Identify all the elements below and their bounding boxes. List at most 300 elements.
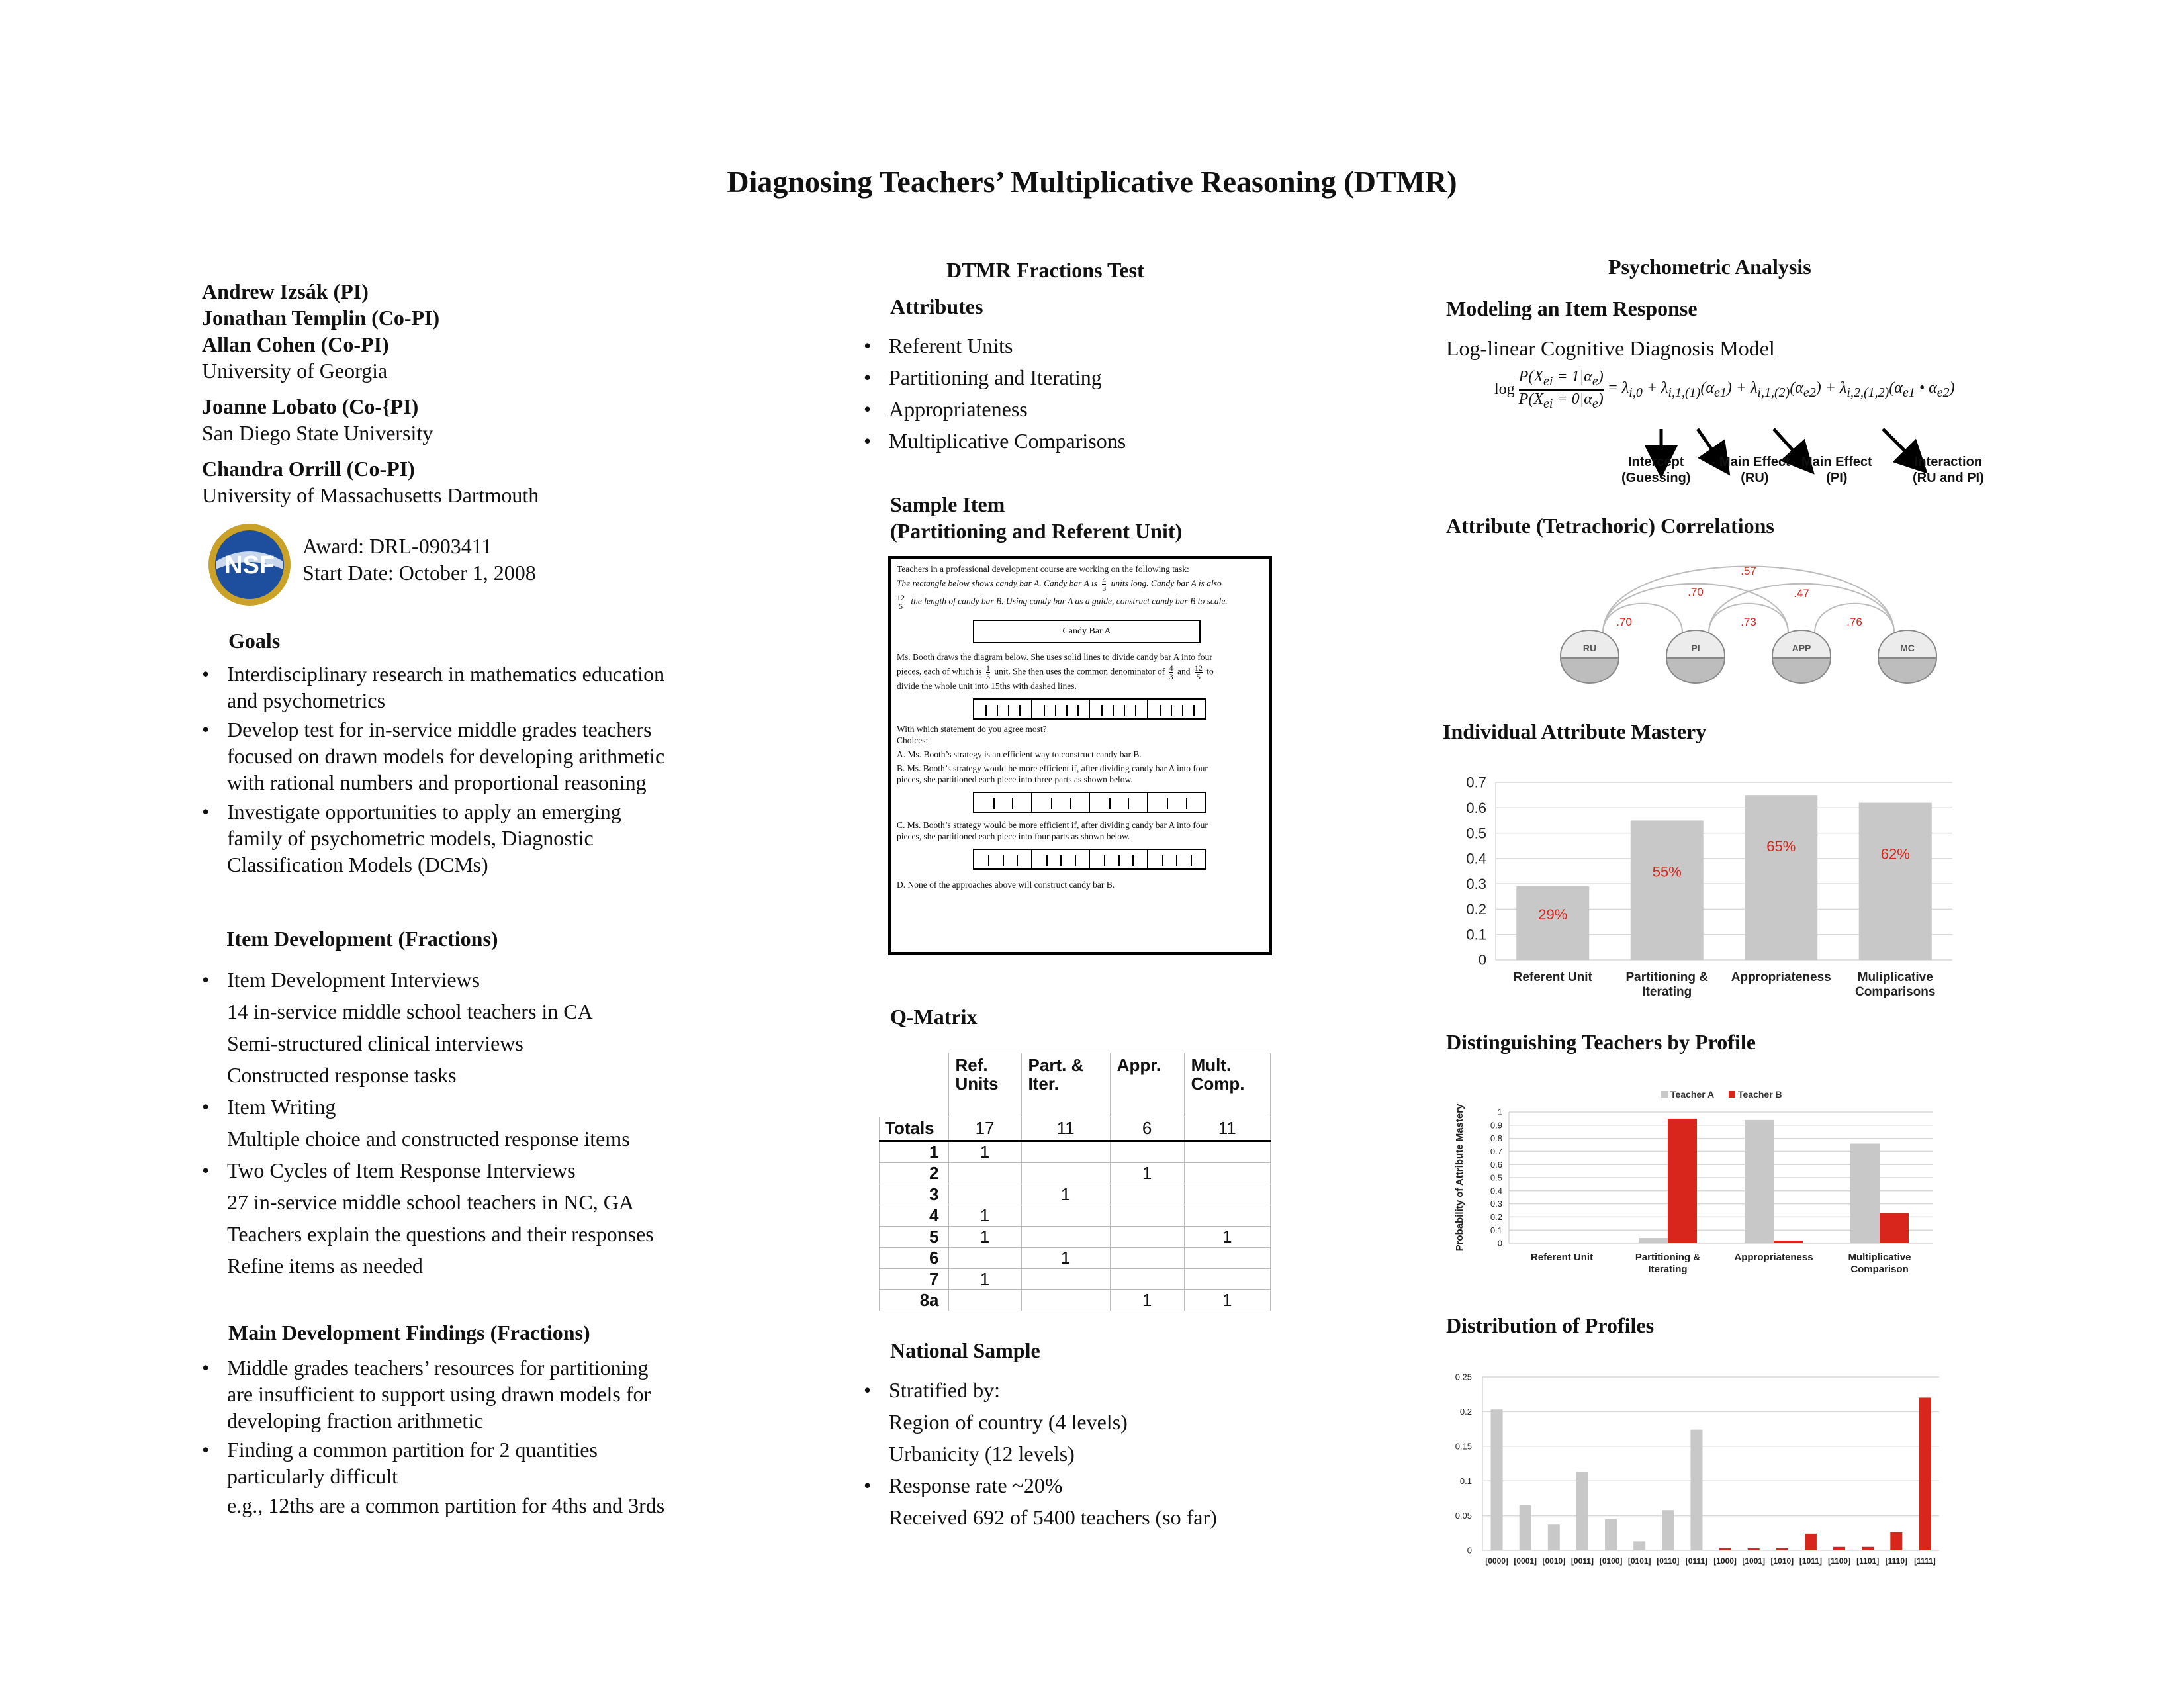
attribute-node-fill xyxy=(1561,658,1619,683)
correlation-value: .70 xyxy=(1616,616,1632,628)
y-tick-label: 0.7 xyxy=(1466,774,1486,791)
qmatrix-cell xyxy=(1110,1226,1184,1247)
bar xyxy=(1776,1548,1788,1550)
choice-b: B. Ms. Booth’s strategy would be more efficient if, after dividing candy bar A into four xyxy=(897,763,1208,773)
legend-swatch xyxy=(1729,1091,1735,1098)
finding-item: • Middle grades teachers’ resources for partitioning xyxy=(202,1354,664,1381)
attribute-node-fill xyxy=(1772,658,1831,683)
test-heading: DTMR Fractions Test xyxy=(946,258,1144,282)
attribute-node-label: PI xyxy=(1691,643,1700,653)
copi-name: Chandra Orrill (Co-PI) xyxy=(202,457,415,481)
national-heading: National Sample xyxy=(890,1338,1040,1362)
qmatrix-totals-label: Totals xyxy=(880,1117,949,1141)
y-tick-label: 0.7 xyxy=(1490,1146,1502,1156)
institution: University of Massachusetts Dartmouth xyxy=(202,483,539,507)
list-subitem: Constructed response tasks xyxy=(227,1063,457,1087)
goal-item: • Investigate opportunities to apply an emerging xyxy=(202,798,664,825)
x-tick-label: [1101] xyxy=(1856,1556,1880,1566)
qmatrix-total: 6 xyxy=(1110,1117,1184,1141)
x-tick-label: [1011] xyxy=(1799,1556,1822,1566)
qmatrix-item-id: 6 xyxy=(880,1247,949,1268)
legend-swatch xyxy=(1661,1091,1668,1098)
qmatrix-cell: 1 xyxy=(948,1268,1021,1289)
x-tick-label: [0011] xyxy=(1570,1556,1594,1566)
bar xyxy=(1631,820,1704,960)
partition-tick xyxy=(1046,855,1048,866)
x-tick-label: [1000] xyxy=(1713,1556,1737,1566)
bar xyxy=(1890,1532,1902,1550)
partition-segment xyxy=(1090,700,1148,718)
x-tick-label: Iterating xyxy=(1648,1264,1688,1275)
equation-term-label: Main Effect (RU) xyxy=(1719,455,1790,485)
qmatrix-item-id: 8a xyxy=(880,1289,949,1311)
partition-diagram xyxy=(973,792,1206,813)
partition-tick xyxy=(1124,705,1125,716)
item-text: divide the whole unit into 15ths with dashed lines. xyxy=(897,681,1077,691)
attributes-list xyxy=(864,330,1126,457)
bar xyxy=(1745,795,1817,960)
qmatrix-cell xyxy=(948,1184,1021,1205)
qmatrix-cell xyxy=(1021,1226,1110,1247)
qmatrix-total: 17 xyxy=(948,1117,1021,1141)
y-tick-label: 0.1 xyxy=(1490,1225,1502,1235)
list-subitem: Received 692 of 5400 teachers (so far) xyxy=(889,1505,1217,1529)
y-tick-label: 0.9 xyxy=(1490,1120,1502,1131)
y-axis-label: Probability of Attribute Mastery xyxy=(1454,1103,1465,1252)
partition-tick xyxy=(988,855,989,866)
goals-list xyxy=(202,661,664,878)
y-tick-label: 0.5 xyxy=(1466,825,1486,842)
bar xyxy=(1690,1430,1702,1550)
y-tick-label: 0 xyxy=(1467,1545,1472,1556)
list-subitem: Teachers explain the questions and their responses xyxy=(227,1222,654,1246)
x-tick-label: [0110] xyxy=(1657,1556,1680,1566)
qmatrix-cell: 1 xyxy=(948,1141,1021,1162)
qmatrix-cell: 1 xyxy=(1110,1289,1184,1311)
partition-tick xyxy=(993,798,995,809)
correlation-arc xyxy=(1603,604,1682,633)
finding-item: • Finding a common partition for 2 quantities xyxy=(202,1436,664,1463)
distribution-chart xyxy=(1443,1357,1966,1569)
finding-item: developing fraction arithmetic xyxy=(227,1409,484,1432)
partition-tick xyxy=(1109,798,1111,809)
partition-tick xyxy=(1070,798,1071,809)
partition-tick xyxy=(1012,798,1013,809)
qmatrix-table xyxy=(879,1053,1271,1311)
partition-tick xyxy=(1044,705,1045,716)
qmatrix-cell xyxy=(1184,1162,1270,1184)
legend-label: Teacher A xyxy=(1670,1089,1715,1100)
qmatrix-total: 11 xyxy=(1021,1117,1110,1141)
choice-b: pieces, she partitioned each piece into three parts as shown below. xyxy=(897,774,1133,784)
bar xyxy=(1516,886,1589,960)
qmatrix-row xyxy=(880,1247,1271,1268)
attribute-node-label: APP xyxy=(1792,643,1811,653)
modeling-heading: Modeling an Item Response xyxy=(1446,297,1698,320)
finding-item: are insufficient to support using drawn models for xyxy=(227,1382,651,1406)
goal-item: and psychometrics xyxy=(227,688,386,712)
list-subitem: Urbanicity (12 levels) xyxy=(889,1442,1075,1466)
partition-tick xyxy=(1104,855,1105,866)
bar xyxy=(1774,1241,1803,1243)
qmatrix-cell xyxy=(1184,1205,1270,1226)
model-name: Log-linear Cognitive Diagnosis Model xyxy=(1446,336,1775,360)
qmatrix-cell xyxy=(1110,1184,1184,1205)
qmatrix-cell xyxy=(1110,1268,1184,1289)
findings-heading: Main Development Findings (Fractions) xyxy=(228,1321,590,1344)
bar xyxy=(1833,1547,1845,1550)
attribute-node-label: RU xyxy=(1582,643,1597,653)
finding-item: e.g., 12ths are a common partition for 4ths and 3rds xyxy=(227,1493,665,1517)
y-tick-label: 0.8 xyxy=(1490,1133,1502,1144)
partition-tick xyxy=(1193,705,1195,716)
partition-tick xyxy=(1101,705,1103,716)
copi-name: Allan Cohen (Co-PI) xyxy=(202,332,389,356)
partition-tick xyxy=(1176,855,1177,866)
qmatrix-cell xyxy=(1110,1247,1184,1268)
attribute-node-fill xyxy=(1878,658,1936,683)
bar xyxy=(1748,1548,1760,1550)
y-tick-label: 0.3 xyxy=(1490,1199,1502,1209)
sample-item-title: Sample Item xyxy=(890,492,1005,516)
award-block xyxy=(302,533,536,586)
nsf-logo-icon xyxy=(206,522,293,608)
x-tick-label: [0101] xyxy=(1627,1556,1651,1566)
item-text: Teachers in a professional development course are working on the following task: xyxy=(897,564,1189,574)
qmatrix-cell xyxy=(948,1289,1021,1311)
attribute-item: • Appropriateness xyxy=(864,393,1126,425)
goal-item: family of psychometric models, Diagnostic xyxy=(227,826,594,850)
x-tick-label: Partitioning & xyxy=(1635,1252,1701,1263)
list-item: • Stratified by: xyxy=(864,1374,1217,1406)
partition-tick xyxy=(1055,705,1056,716)
x-tick-label: [1010] xyxy=(1770,1556,1794,1566)
bar xyxy=(1745,1120,1774,1243)
bar xyxy=(1520,1505,1531,1550)
qmatrix-cell: 1 xyxy=(948,1205,1021,1226)
item-text: With which statement do you agree most? xyxy=(897,724,1047,734)
qmatrix-cell xyxy=(1184,1268,1270,1289)
x-tick-label: Partitioning & xyxy=(1625,970,1709,984)
x-tick-label: Multiplicative xyxy=(1848,1252,1911,1263)
choice-d: D. None of the approaches above will construct candy bar B. xyxy=(897,880,1115,890)
x-tick-label: [0010] xyxy=(1542,1556,1566,1566)
list-subitem: Region of country (4 levels) xyxy=(889,1410,1128,1434)
qmatrix-item-id: 5 xyxy=(880,1226,949,1247)
data-label: 55% xyxy=(1652,863,1682,880)
bar xyxy=(1859,803,1932,960)
partition-tick xyxy=(1135,705,1136,716)
qmatrix-row xyxy=(880,1226,1271,1247)
y-tick-label: 1 xyxy=(1497,1107,1502,1117)
qmatrix-cell xyxy=(1021,1268,1110,1289)
item-dev-list xyxy=(202,964,654,1282)
y-tick-label: 0 xyxy=(1497,1238,1502,1248)
bar xyxy=(1639,1238,1668,1243)
x-tick-label: Comparisons xyxy=(1855,985,1936,999)
qmatrix-cell xyxy=(1021,1141,1110,1162)
bar xyxy=(1805,1534,1817,1550)
partition-tick xyxy=(1160,705,1161,716)
partition-segment xyxy=(1148,793,1205,812)
correlation-value: .76 xyxy=(1846,616,1862,628)
qmatrix-column-header: Ref. Units xyxy=(948,1053,1021,1117)
institution: San Diego State University xyxy=(202,421,433,445)
qmatrix-cell xyxy=(1110,1205,1184,1226)
goal-item: Classification Models (DCMs) xyxy=(227,853,488,876)
qmatrix-cell xyxy=(1110,1141,1184,1162)
poster-title: Diagnosing Teachers’ Multiplicative Reasoning (DTMR) xyxy=(727,165,1457,199)
y-tick-label: 0.6 xyxy=(1466,799,1486,816)
copi-name: Joanne Lobato (Co-{PI) xyxy=(202,395,419,418)
qmatrix-cell xyxy=(1184,1247,1270,1268)
qmatrix-column-header: Mult. Comp. xyxy=(1184,1053,1270,1117)
qmatrix-row xyxy=(880,1289,1271,1311)
list-subitem: 14 in-service middle school teachers in CA xyxy=(227,1000,593,1023)
partition-tick xyxy=(1162,855,1163,866)
y-tick-label: 0.6 xyxy=(1490,1159,1502,1170)
y-tick-label: 0.15 xyxy=(1455,1441,1472,1452)
attribute-item: • Multiplicative Comparisons xyxy=(864,425,1126,457)
award-number: Award: DRL-0903411 xyxy=(302,534,492,558)
x-tick-label: Comparison xyxy=(1850,1264,1909,1275)
national-list xyxy=(864,1374,1217,1533)
qmatrix-row xyxy=(880,1184,1271,1205)
x-tick-label: [1110] xyxy=(1885,1556,1907,1566)
partition-segment xyxy=(974,850,1032,868)
partition-segment xyxy=(1090,793,1148,812)
qmatrix-item-id: 1 xyxy=(880,1141,949,1162)
partition-tick xyxy=(1051,798,1052,809)
x-tick-label: Referent Unit xyxy=(1513,970,1592,984)
x-tick-label: [1111] xyxy=(1914,1556,1936,1566)
bar xyxy=(1668,1119,1697,1243)
partition-tick xyxy=(1066,705,1068,716)
partition-segment xyxy=(1032,793,1091,812)
y-tick-label: 0.4 xyxy=(1490,1186,1502,1196)
partition-diagram xyxy=(973,698,1206,720)
data-label: 29% xyxy=(1538,906,1568,923)
item-text: pieces, each of which is $\frac{1}{3}$ unit. She then uses the common denominator of $\frac{4}{3}$ and $\frac{12}{5}$ to xyxy=(897,663,1214,681)
list-subitem: 27 in-service middle school teachers in NC, GA xyxy=(227,1190,634,1214)
institution: University of Georgia xyxy=(202,359,388,383)
partition-tick xyxy=(1167,798,1168,809)
list-subitem: Semi-structured clinical interviews xyxy=(227,1031,523,1055)
qmatrix-cell: 1 xyxy=(1184,1289,1270,1311)
partition-tick xyxy=(1182,705,1183,716)
list-item: • Response rate ~20% xyxy=(864,1470,1217,1501)
qmatrix-item-id: 2 xyxy=(880,1162,949,1184)
qmatrix-header-row xyxy=(880,1053,1271,1117)
distribution-heading: Distribution of Profiles xyxy=(1446,1313,1655,1337)
y-tick-label: 0.2 xyxy=(1490,1211,1502,1222)
y-tick-label: 0.05 xyxy=(1455,1511,1472,1521)
data-label: 62% xyxy=(1880,845,1910,863)
bar xyxy=(1862,1547,1874,1550)
x-tick-label: [0111] xyxy=(1685,1556,1708,1566)
goal-item: • Develop test for in-service middle grades teachers xyxy=(202,716,664,743)
qmatrix-heading: Q-Matrix xyxy=(890,1005,978,1029)
partition-tick xyxy=(1118,855,1120,866)
x-tick-label: [1001] xyxy=(1742,1556,1766,1566)
qmatrix-cell xyxy=(1021,1205,1110,1226)
qmatrix-total: 11 xyxy=(1184,1117,1270,1141)
list-subitem: Refine items as needed xyxy=(227,1254,423,1278)
attribute-item: • Referent Units xyxy=(864,330,1126,361)
list-item: • Two Cycles of Item Response Interviews xyxy=(202,1154,654,1186)
partition-segment xyxy=(974,700,1032,718)
qmatrix-cell: 1 xyxy=(1021,1247,1110,1268)
profile-chart xyxy=(1443,1079,1966,1278)
partition-tick xyxy=(1128,798,1129,809)
choice-c: pieces, she partitioned each piece into four parts as shown below. xyxy=(897,831,1130,841)
people-block xyxy=(202,278,539,508)
correlation-value: .57 xyxy=(1741,565,1756,577)
qmatrix-cell xyxy=(948,1162,1021,1184)
data-label: 65% xyxy=(1766,838,1796,855)
qmatrix-item-id: 7 xyxy=(880,1268,949,1289)
qmatrix-cell xyxy=(1184,1184,1270,1205)
list-subitem: Multiple choice and constructed response items xyxy=(227,1127,630,1150)
partition-tick xyxy=(985,705,987,716)
bar xyxy=(1919,1397,1931,1550)
copi-name: Jonathan Templin (Co-PI) xyxy=(202,306,440,330)
partition-segment xyxy=(1032,850,1091,868)
start-date: Start Date: October 1, 2008 xyxy=(302,561,536,585)
attributes-heading: Attributes xyxy=(890,295,983,318)
y-tick-label: 0.3 xyxy=(1466,875,1486,892)
correlation-value: .73 xyxy=(1741,616,1756,628)
y-tick-label: 0 xyxy=(1478,951,1486,968)
goals-heading: Goals xyxy=(228,629,281,653)
mastery-heading: Individual Attribute Mastery xyxy=(1443,720,1707,743)
x-tick-label: Muliplicative xyxy=(1857,970,1933,984)
item-dev-heading: Item Development (Fractions) xyxy=(226,927,498,951)
partition-segment xyxy=(1148,700,1205,718)
bar xyxy=(1633,1541,1645,1550)
qmatrix-cell xyxy=(948,1247,1021,1268)
finding-item: particularly difficult xyxy=(227,1464,398,1488)
choice-c: C. Ms. Booth’s strategy would be more efficient if, after dividing candy bar A into four xyxy=(897,820,1208,830)
y-tick-label: 0.5 xyxy=(1490,1172,1502,1183)
choice-a: A. Ms. Booth’s strategy is an efficient way to construct candy bar B. xyxy=(897,749,1142,759)
partition-tick xyxy=(1003,855,1004,866)
goal-item: focused on drawn models for developing arithmetic xyxy=(227,744,665,768)
partition-segment xyxy=(974,793,1032,812)
partition-tick xyxy=(1017,855,1018,866)
findings-list xyxy=(202,1354,664,1519)
nsf-logo-text: NSF xyxy=(224,551,275,579)
attribute-node-fill xyxy=(1666,658,1725,683)
x-tick-label: Referent Unit xyxy=(1530,1252,1594,1263)
qmatrix-cell: 1 xyxy=(1110,1162,1184,1184)
x-tick-label: [0001] xyxy=(1514,1556,1537,1566)
qmatrix-totals-row xyxy=(880,1117,1271,1141)
pi-name: Andrew Izsák (PI) xyxy=(202,279,369,303)
partition-tick xyxy=(1019,705,1021,716)
sample-item-box xyxy=(888,556,1272,955)
partition-segment xyxy=(1148,850,1205,868)
mastery-chart xyxy=(1443,768,1966,1006)
legend-label: Teacher B xyxy=(1738,1089,1782,1100)
y-tick-label: 0.2 xyxy=(1466,901,1486,918)
bar xyxy=(1880,1213,1909,1243)
y-tick-label: 0.1 xyxy=(1466,926,1486,943)
item-text: $\frac{12}{5}$ the length of candy bar B. Using candy bar A as a guide, construct candy bar B to scale. xyxy=(897,593,1228,611)
equation-term-label: Intercept (Guessing) xyxy=(1621,455,1691,485)
bar xyxy=(1548,1524,1560,1550)
x-tick-label: Appropriateness xyxy=(1731,970,1831,984)
qmatrix-column-header: Appr. xyxy=(1110,1053,1184,1117)
bar xyxy=(1491,1409,1503,1550)
item-text: The rectangle below shows candy bar A. Candy bar A is $\frac{4}{3}$ units long. Candy bar A is also xyxy=(897,575,1222,593)
x-tick-label: [0000] xyxy=(1485,1556,1508,1566)
list-item: • Item Writing xyxy=(202,1091,654,1123)
sample-item-subtitle: (Partitioning and Referent Unit) xyxy=(890,519,1183,543)
bar xyxy=(1662,1510,1674,1550)
qmatrix-column-header: Part. & Iter. xyxy=(1021,1053,1110,1117)
qmatrix-cell xyxy=(1184,1141,1270,1162)
attribute-item: • Partitioning and Iterating xyxy=(864,361,1126,393)
partition-diagram xyxy=(973,849,1206,870)
partition-tick xyxy=(1171,705,1172,716)
partition-tick xyxy=(1077,705,1079,716)
equation-term-label: Interaction (RU and PI) xyxy=(1913,455,1984,485)
item-text: Ms. Booth draws the diagram below. She uses solid lines to divide candy bar A into four xyxy=(897,652,1212,662)
psych-heading: Psychometric Analysis xyxy=(1608,255,1811,279)
equation: log $P(X_{ei} = 1|\alpha_e)$ $P(X_{ei} = 0|\alpha_e)$ = $\lambda_{i,0} + \lambda_{i,1,(1)}(\alpha_{e1}) + \lambda_{i,1,(2)}(\alpha_{e2}) + \lambda_{i,2,(1,2)}(\alpha_{e1}$ • $\alpha_{e2}$) xyxy=(1494,368,1955,411)
partition-segment xyxy=(1090,850,1148,868)
sample-item-heading xyxy=(890,491,1182,544)
correlation-diagram xyxy=(1542,556,1952,688)
x-tick-label: Iterating xyxy=(1642,985,1692,999)
qmatrix-row xyxy=(880,1141,1271,1162)
partition-tick xyxy=(997,705,998,716)
correlation-value: .47 xyxy=(1794,587,1809,600)
bar xyxy=(1719,1548,1731,1550)
partition-tick xyxy=(1075,855,1076,866)
x-tick-label: [1100] xyxy=(1828,1556,1851,1566)
qmatrix-cell: 1 xyxy=(948,1226,1021,1247)
qmatrix-corner xyxy=(880,1053,949,1117)
qmatrix-row xyxy=(880,1268,1271,1289)
y-tick-label: 0.4 xyxy=(1466,850,1486,867)
goal-item: with rational numbers and proportional reasoning xyxy=(227,771,647,794)
x-tick-label: [0100] xyxy=(1599,1556,1623,1566)
partition-tick xyxy=(1191,855,1192,866)
corr-heading: Attribute (Tetrachoric) Correlations xyxy=(1446,514,1774,538)
equation-term-label: Main Effect (PI) xyxy=(1801,455,1872,485)
qmatrix-item-id: 3 xyxy=(880,1184,949,1205)
y-tick-label: 0.25 xyxy=(1455,1372,1472,1382)
qmatrix-row xyxy=(880,1205,1271,1226)
partition-tick xyxy=(1132,855,1134,866)
qmatrix-cell: 1 xyxy=(1021,1184,1110,1205)
qmatrix-item-id: 4 xyxy=(880,1205,949,1226)
item-text: Choices: xyxy=(897,735,929,745)
qmatrix-cell xyxy=(1021,1289,1110,1311)
partition-tick xyxy=(1186,798,1187,809)
attribute-node-label: MC xyxy=(1900,643,1915,653)
qmatrix-cell xyxy=(1021,1162,1110,1184)
equation-labels xyxy=(1608,454,1984,494)
qmatrix-cell: 1 xyxy=(1184,1226,1270,1247)
profile-heading: Distinguishing Teachers by Profile xyxy=(1446,1030,1756,1054)
partition-tick xyxy=(1060,855,1062,866)
list-item: • Item Development Interviews xyxy=(202,964,654,996)
partition-segment xyxy=(1032,700,1091,718)
x-tick-label: Appropriateness xyxy=(1734,1252,1813,1263)
